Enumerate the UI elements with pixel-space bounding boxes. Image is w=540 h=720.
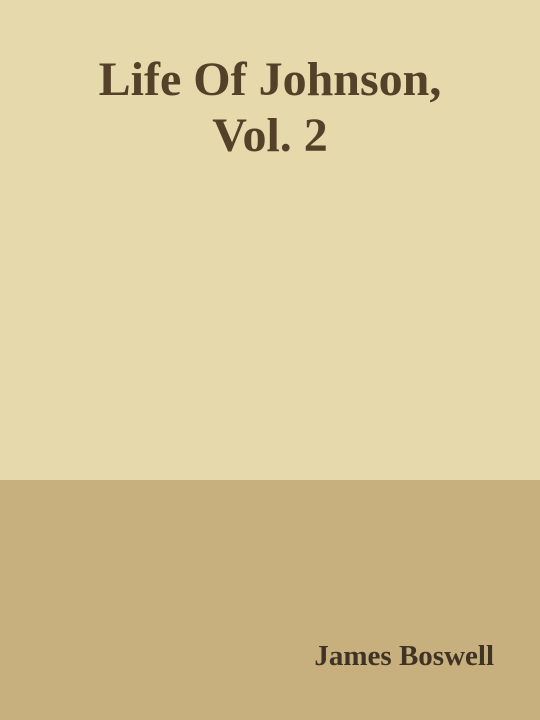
book-title — [20, 52, 520, 164]
book-title-line-2: Vol. 2 — [212, 109, 328, 162]
cover-bottom-panel — [0, 480, 540, 720]
author-name: James Boswell — [314, 640, 494, 672]
book-title-line-1: Life Of Johnson, — [98, 53, 442, 106]
